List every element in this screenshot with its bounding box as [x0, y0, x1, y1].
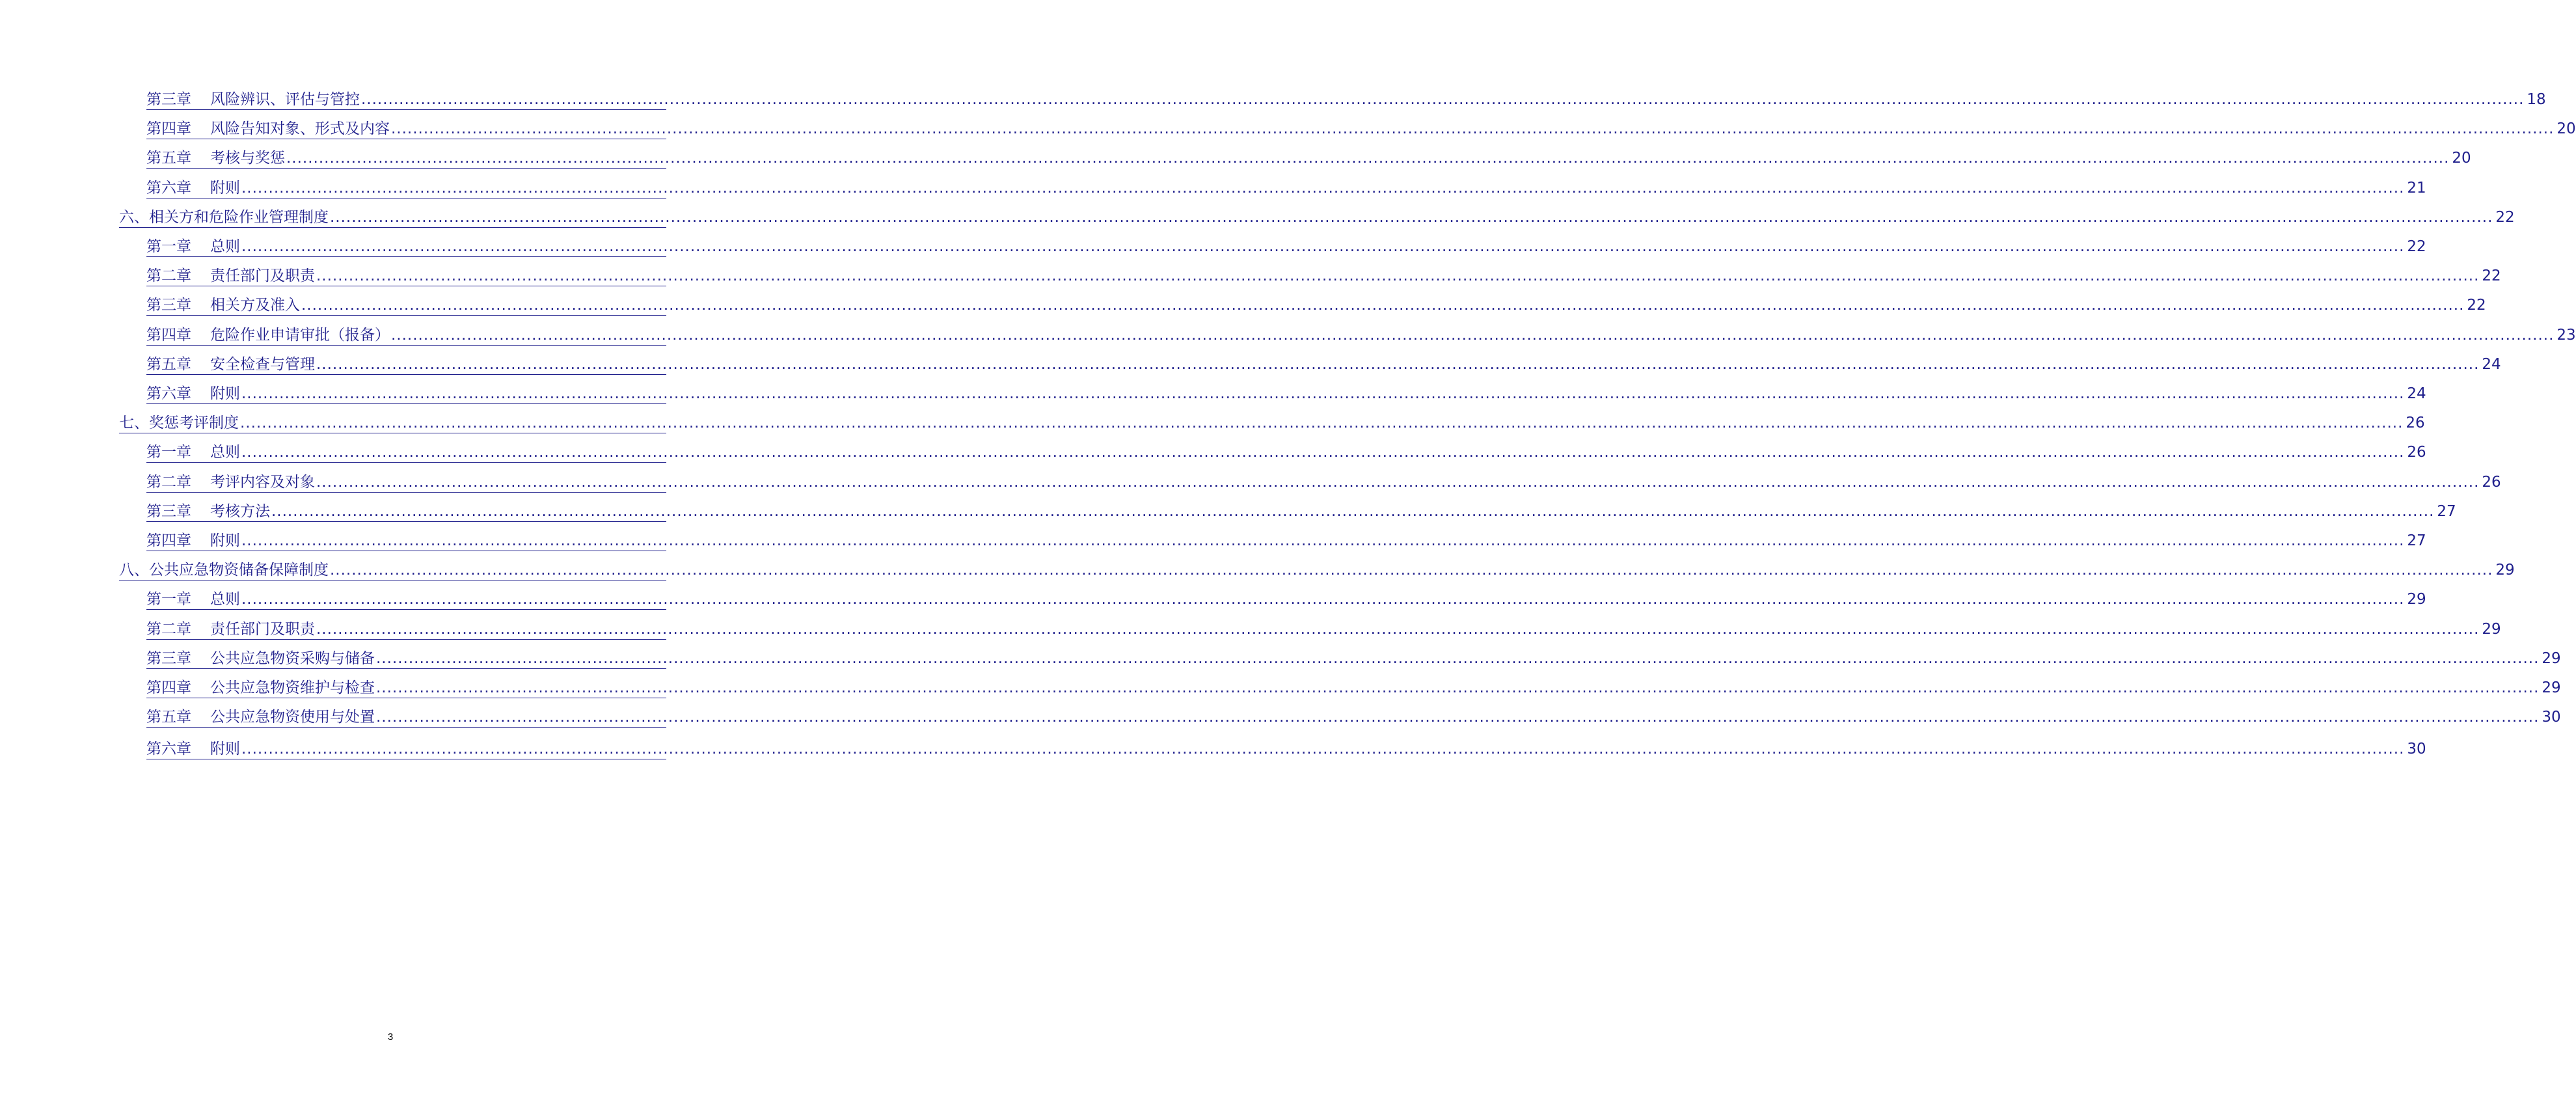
toc-page-number: 29 — [2407, 591, 2426, 608]
toc-chapter-link[interactable] — [146, 739, 2426, 759]
dot-leader: ................................................................................................................................................................................................................................................................................................................................................................................................................ — [286, 150, 2450, 167]
toc-entry-label — [146, 590, 240, 609]
toc-page-number: 29 — [2542, 679, 2561, 696]
toc-chapter-link[interactable] — [146, 531, 2426, 551]
dot-leader: ................................................................................................................................................................................................................................................................................................................................................................................................................ — [316, 473, 2480, 491]
toc-entry-title: 责任部门及职责 — [210, 267, 315, 285]
dot-leader: ................................................................................................................................................................................................................................................................................................................................................................................................................ — [330, 562, 2493, 579]
toc-entry-label — [119, 208, 329, 227]
toc-page-number: 29 — [2542, 649, 2561, 667]
toc-chapter-number: 第五章 — [146, 709, 191, 726]
toc-chapter-number: 第二章 — [146, 473, 191, 491]
toc-entry-title: 附则 — [210, 179, 240, 197]
page-number: 3 — [387, 1031, 394, 1043]
toc-entry-title: 八、公共应急物资储备保障制度 — [119, 562, 329, 579]
toc-page-number: 22 — [2495, 208, 2515, 226]
toc-chapter-link[interactable] — [146, 620, 2501, 640]
dot-leader: ................................................................................................................................................................................................................................................................................................................................................................................................................ — [301, 297, 2465, 314]
toc-chapter-link[interactable] — [146, 325, 2576, 346]
toc-page-number: 22 — [2467, 297, 2486, 314]
toc-chapter-number: 第二章 — [146, 620, 191, 638]
toc-chapter-number: 第五章 — [146, 150, 191, 167]
toc-chapter-link[interactable] — [146, 237, 2426, 257]
toc-section-link[interactable] — [119, 560, 2515, 580]
toc-entry-title: 公共应急物资维护与检查 — [210, 679, 375, 696]
toc-entry-label — [146, 708, 375, 727]
toc-entry-label — [146, 473, 315, 492]
toc-chapter-link[interactable] — [146, 119, 2576, 139]
dot-leader: ................................................................................................................................................................................................................................................................................................................................................................................................................ — [376, 709, 2540, 726]
toc-chapter-link[interactable] — [146, 178, 2426, 198]
toc-chapter-number: 第三章 — [146, 502, 191, 520]
toc-chapter-number: 第六章 — [146, 741, 191, 758]
toc-chapter-link[interactable] — [146, 678, 2561, 698]
dot-leader: ................................................................................................................................................................................................................................................................................................................................................................................................................ — [391, 120, 2555, 138]
toc-entry-label — [146, 179, 240, 198]
toc-chapter-number: 第四章 — [146, 326, 191, 344]
dot-leader: ................................................................................................................................................................................................................................................................................................................................................................................................................ — [376, 649, 2540, 667]
toc-entry-title: 六、相关方和危险作业管理制度 — [119, 208, 329, 226]
toc-page-number: 27 — [2407, 532, 2426, 549]
toc-section-link[interactable] — [119, 413, 2425, 433]
toc-chapter-link[interactable] — [146, 384, 2426, 404]
toc-entry-label — [146, 120, 390, 139]
toc-entry-title: 七、奖惩考评制度 — [119, 415, 239, 432]
dot-leader: ................................................................................................................................................................................................................................................................................................................................................................................................................ — [240, 415, 2404, 432]
toc-chapter-number: 第三章 — [146, 297, 191, 314]
toc-chapter-link[interactable] — [146, 590, 2426, 610]
toc-entry-label — [146, 443, 240, 462]
toc-entry-title: 公共应急物资采购与储备 — [210, 649, 375, 667]
toc-chapter-link[interactable] — [146, 502, 2456, 522]
toc-page-number: 30 — [2542, 709, 2561, 726]
toc-entry-label — [146, 355, 315, 374]
toc-page-number: 18 — [2527, 91, 2546, 108]
toc-page-number: 21 — [2407, 179, 2426, 197]
toc-page-number: 22 — [2482, 267, 2501, 285]
toc-page-number: 23 — [2556, 326, 2576, 344]
dot-leader: ................................................................................................................................................................................................................................................................................................................................................................................................................ — [241, 238, 2405, 255]
dot-leader: ................................................................................................................................................................................................................................................................................................................................................................................................................ — [330, 208, 2493, 226]
toc-chapter-number: 第四章 — [146, 679, 191, 696]
toc-page-number: 30 — [2407, 741, 2426, 758]
toc-entry-title: 考核与奖惩 — [210, 150, 285, 167]
toc-chapter-link[interactable] — [146, 472, 2501, 493]
dot-leader: ................................................................................................................................................................................................................................................................................................................................................................................................................ — [241, 179, 2405, 197]
dot-leader: ................................................................................................................................................................................................................................................................................................................................................................................................................ — [241, 532, 2405, 549]
toc-entry-title: 风险告知对象、形式及内容 — [210, 120, 390, 138]
toc-entry-label — [119, 414, 239, 433]
toc-entry-title: 危险作业申请审批（报备） — [210, 326, 390, 344]
toc-entry-label — [119, 561, 329, 580]
dot-leader: ................................................................................................................................................................................................................................................................................................................................................................................................................ — [391, 326, 2555, 344]
toc-entry-label — [146, 385, 240, 403]
toc-page-number: 26 — [2407, 444, 2426, 461]
toc-page-number: 24 — [2482, 355, 2501, 373]
toc-chapter-link[interactable] — [146, 148, 2471, 169]
toc-entry-title: 总则 — [210, 591, 240, 608]
toc-chapter-number: 第五章 — [146, 355, 191, 373]
toc-entry-label — [146, 649, 375, 668]
toc-entry-title: 考评内容及对象 — [210, 473, 315, 491]
dot-leader: ................................................................................................................................................................................................................................................................................................................................................................................................................ — [241, 385, 2405, 402]
toc-entry-title: 相关方及准入 — [210, 297, 300, 314]
toc-entry-title: 公共应急物资使用与处置 — [210, 709, 375, 726]
toc-entry-title: 总则 — [210, 238, 240, 255]
dot-leader: ................................................................................................................................................................................................................................................................................................................................................................................................................ — [271, 502, 2435, 520]
toc-chapter-link[interactable] — [146, 90, 2546, 110]
toc-entry-label — [146, 149, 285, 168]
toc-entry-label — [146, 326, 390, 345]
toc-section-link[interactable] — [119, 208, 2515, 228]
toc-entry-title: 责任部门及职责 — [210, 620, 315, 638]
toc-chapter-number: 第三章 — [146, 91, 191, 108]
toc-entry-title: 考核方法 — [210, 502, 270, 520]
toc-chapter-link[interactable] — [146, 355, 2501, 375]
toc-entry-title: 附则 — [210, 532, 240, 549]
toc-entry-label — [146, 532, 240, 551]
toc-chapter-number: 第四章 — [146, 532, 191, 549]
toc-entry-title: 风险辨识、评估与管控 — [210, 91, 360, 108]
toc-chapter-number: 第四章 — [146, 120, 191, 138]
toc-chapter-link[interactable] — [146, 443, 2426, 463]
toc-entry-title: 总则 — [210, 444, 240, 461]
toc-page-number: 26 — [2406, 415, 2425, 432]
toc-entry-title: 附则 — [210, 741, 240, 758]
toc-page-number: 24 — [2407, 385, 2426, 402]
dot-leader: ................................................................................................................................................................................................................................................................................................................................................................................................................ — [316, 267, 2480, 285]
toc-page-number: 29 — [2482, 620, 2501, 638]
toc-entry-label — [146, 296, 300, 315]
toc-entry-title: 附则 — [210, 385, 240, 402]
toc-entry-label — [146, 267, 315, 286]
toc-entry-label — [146, 620, 315, 639]
toc-chapter-link[interactable] — [146, 295, 2486, 316]
toc-entry-label — [146, 502, 270, 521]
toc-chapter-link[interactable] — [146, 707, 2561, 728]
toc-entry-label — [146, 238, 240, 256]
dot-leader: ................................................................................................................................................................................................................................................................................................................................................................................................................ — [316, 355, 2480, 373]
toc-entry-label — [146, 740, 240, 759]
toc-page-number: 27 — [2437, 502, 2456, 520]
toc-chapter-number: 第一章 — [146, 591, 191, 608]
toc-page-number: 26 — [2482, 473, 2501, 491]
toc-chapter-number: 第二章 — [146, 267, 191, 285]
toc-page-number: 20 — [2452, 150, 2471, 167]
dot-leader: ................................................................................................................................................................................................................................................................................................................................................................................................................ — [361, 91, 2525, 108]
dot-leader: ................................................................................................................................................................................................................................................................................................................................................................................................................ — [241, 444, 2405, 461]
toc-chapter-number: 第六章 — [146, 179, 191, 197]
toc-entry-label — [146, 90, 360, 109]
toc-entry-label — [146, 679, 375, 698]
toc-page-number: 20 — [2556, 120, 2576, 138]
toc-entry-title: 安全检查与管理 — [210, 355, 315, 373]
dot-leader: ................................................................................................................................................................................................................................................................................................................................................................................................................ — [241, 741, 2405, 758]
toc-chapter-number: 第一章 — [146, 444, 191, 461]
dot-leader: ................................................................................................................................................................................................................................................................................................................................................................................................................ — [241, 591, 2405, 608]
toc-chapter-number: 第六章 — [146, 385, 191, 402]
toc-page-number: 22 — [2407, 238, 2426, 255]
toc-chapter-number: 第三章 — [146, 649, 191, 667]
dot-leader: ................................................................................................................................................................................................................................................................................................................................................................................................................ — [316, 620, 2480, 638]
toc-chapter-link[interactable] — [146, 266, 2501, 286]
dot-leader: ................................................................................................................................................................................................................................................................................................................................................................................................................ — [376, 679, 2540, 696]
toc-chapter-number: 第一章 — [146, 238, 191, 255]
toc-page-number: 29 — [2495, 562, 2515, 579]
toc-chapter-link[interactable] — [146, 649, 2561, 669]
